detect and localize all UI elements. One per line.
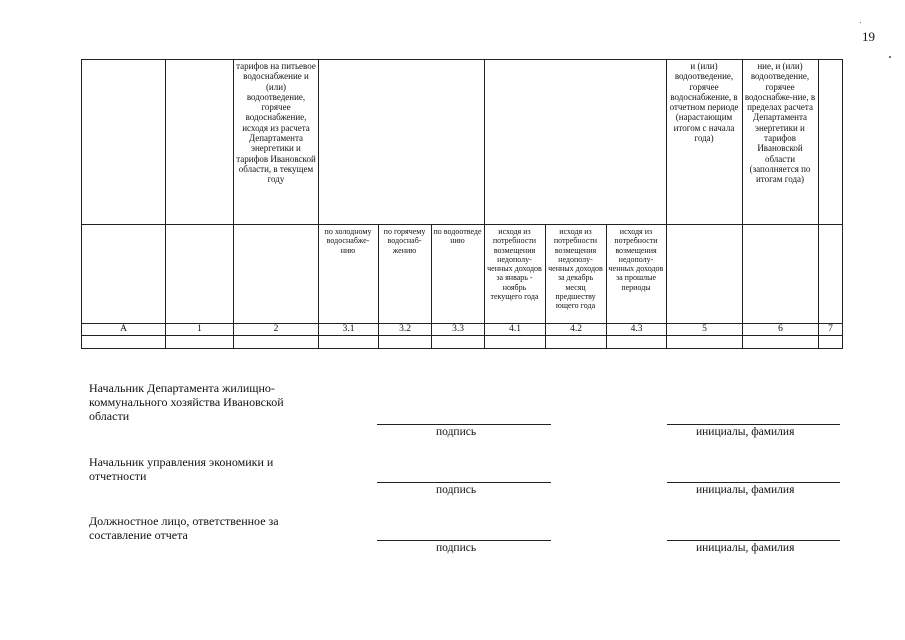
column-index: 2 [273, 324, 279, 334]
name-line [667, 482, 840, 483]
scan-speck [889, 56, 891, 58]
subheader-4-1: исходя из потребности возмещения недополу-ченных доходов за январь - ноябрь текущего года [487, 227, 542, 302]
subheader-3-3: по водоотведе нию [433, 227, 482, 246]
signature-label: подпись [436, 484, 477, 496]
column-index: 4.3 [630, 324, 643, 334]
table-row-divider [81, 335, 843, 336]
scan-speck [860, 22, 861, 23]
table-col-divider [81, 59, 82, 349]
subheader-4-2: исходя из потребности возмещения недополу-ченных доходов за декабрь месяц предшеству ющего года [548, 227, 603, 311]
column-index: 5 [702, 324, 707, 334]
subheader-3-1: по холодному водоснабже-нию [324, 227, 372, 255]
table-col-divider [233, 59, 234, 349]
table-border-top [81, 59, 843, 60]
name-label: инициалы, фамилия [696, 426, 795, 438]
signatory-title: Начальник управления экономики и отчетности [89, 455, 274, 483]
subheader-4-3: исходя из потребности возмещения недополу-ченных доходов за прошлые периоды [608, 227, 664, 292]
name-line [667, 424, 840, 425]
column-index: 4.2 [570, 324, 582, 334]
header-col-5: и (или) водоотведение, горячее водоснабжение, в отчетном периоде (нарастающим итогом с начала года) [669, 61, 739, 144]
table-col-divider [818, 59, 819, 349]
header-col-2: тарифов на питьевое водоснабжение и (или) водоотведение, горячее водоснабжение, исходя из расчета Департамента энергетики и тарифов Ивановской области, в текущем году [236, 61, 316, 185]
table-col-divider [742, 59, 743, 349]
table-row-divider [81, 224, 843, 225]
subheader-3-2: по горячему водоснаб-жению [383, 227, 426, 255]
signature-line [377, 482, 551, 483]
signature-line [377, 540, 551, 541]
signatory-title: Должностное лицо, ответственное за составление отчета [89, 514, 279, 542]
table-border-bottom [81, 348, 843, 349]
table-col-divider [842, 59, 843, 349]
column-index: 3.2 [399, 324, 411, 334]
signature-label: подпись [436, 426, 477, 438]
column-index: А [120, 324, 127, 334]
header-col-6: ние, и (или) водоотведение, горячее водоснабже-ние, в пределах расчета Департамента энергетики и тарифов Ивановской области (заполняется по итогам года) [744, 61, 816, 185]
name-line [667, 540, 840, 541]
column-index: 6 [778, 324, 783, 334]
column-index: 1 [197, 324, 202, 334]
column-index: 7 [828, 324, 833, 334]
name-label: инициалы, фамилия [696, 542, 795, 554]
table-col-divider [484, 59, 485, 349]
name-label: инициалы, фамилия [696, 484, 795, 496]
column-index: 3.1 [342, 324, 355, 334]
signature-label: подпись [436, 542, 477, 554]
signatory-title: Начальник Департамента жилищно-коммунального хозяйства Ивановской области [89, 381, 284, 423]
table-col-divider [318, 59, 319, 349]
signature-line [377, 424, 551, 425]
table-col-divider [666, 59, 667, 349]
column-index: 3.3 [452, 324, 464, 334]
page-number: 19 [862, 29, 875, 44]
column-index: 4.1 [509, 324, 521, 334]
table-col-divider [165, 59, 166, 349]
